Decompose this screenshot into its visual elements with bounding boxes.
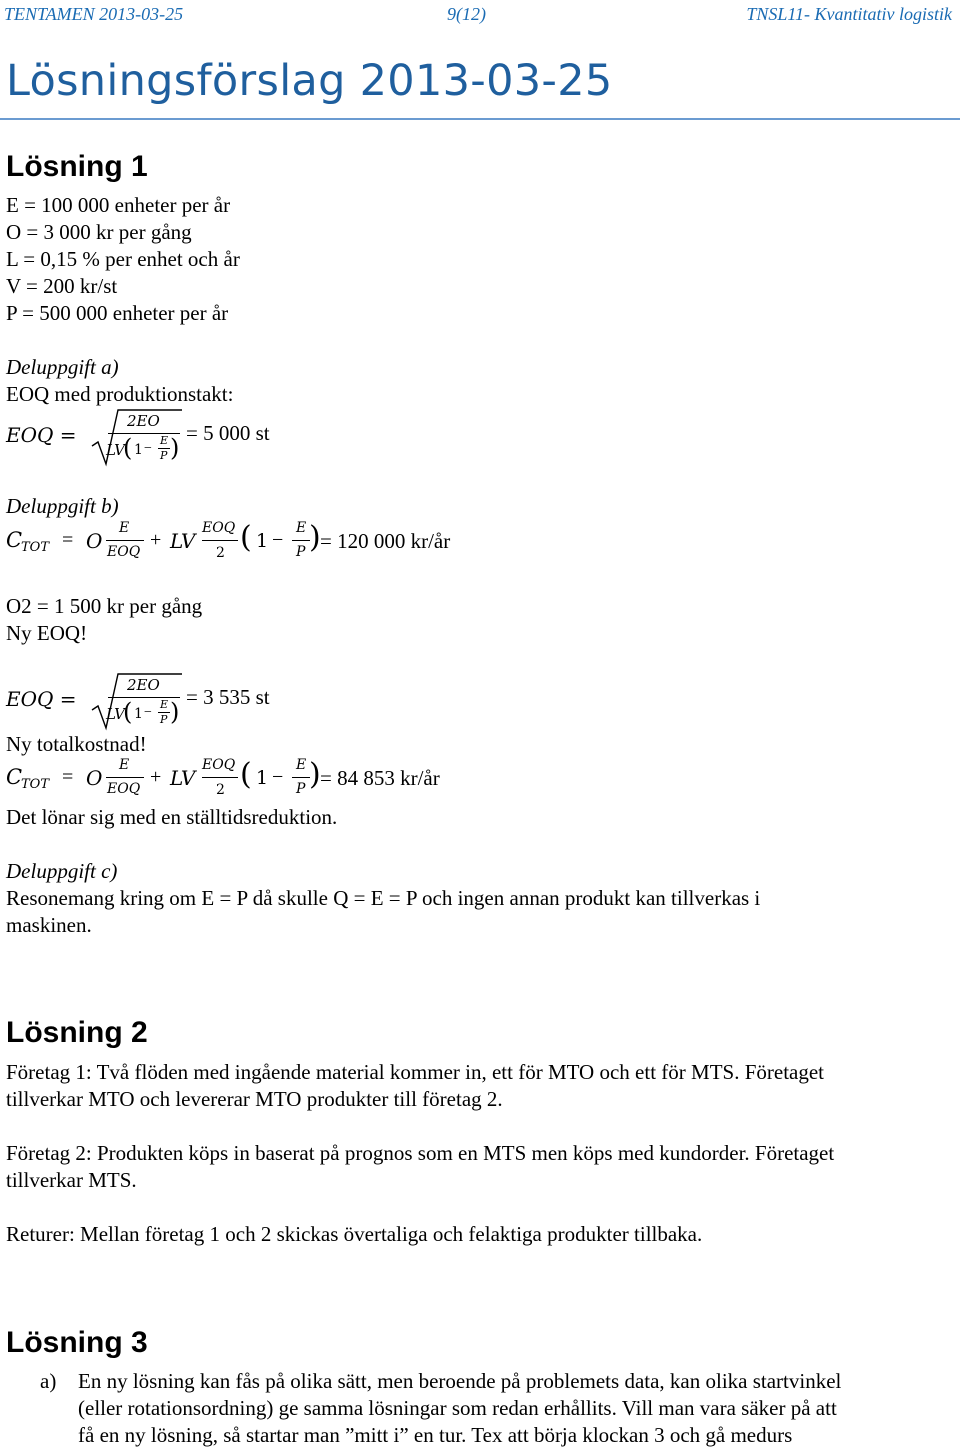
header-page-number: 9(12): [447, 4, 486, 24]
eoq-formula-2: EOQ = 2EO LV ( 1 − E P ) = 3 535 st: [6, 672, 306, 734]
given-line: E = 100 000 enheter per år: [6, 193, 231, 217]
header-left: TENTAMEN 2013-03-25: [4, 4, 184, 24]
o2-line: O2 = 1 500 kr per gång: [6, 594, 203, 618]
ny-totalkostnad-line: Ny totalkostnad!: [6, 732, 147, 756]
deluppgift-a-label: Deluppgift a): [6, 355, 119, 379]
list-item-line: En ny lösning kan fås på olika sätt, men beroende på problemets data, kan olika startvinkel: [78, 1369, 842, 1393]
list-marker: a): [40, 1369, 57, 1393]
heading-losning-1: Lösning 1: [6, 150, 148, 183]
deluppgift-c-label: Deluppgift c): [6, 859, 118, 883]
paragraph-line: Företag 1: Två flöden med ingående material kommer in, ett för MTO och ett för MTS. Företaget: [6, 1060, 825, 1084]
ctot-formula-1: C TOT = O E EOQ + LV EOQ 2 ( 1 − E P ) = 120 000 kr/år: [6, 520, 451, 561]
deluppgift-c-text: Resonemang kring om E = P då skulle Q = E = P och ingen annan produkt kan tillverkas i: [6, 886, 761, 910]
given-line: O = 3 000 kr per gång: [6, 220, 192, 244]
list-item-line: få en ny lösning, så startar man ”mitt i” en tur. Tex att börja klockan 3 och gå medurs: [78, 1423, 793, 1447]
title-rule: [0, 118, 960, 120]
paragraph-line: Returer: Mellan företag 1 och 2 skickas övertaliga och felaktiga produkter tillbaka.: [6, 1222, 703, 1246]
deluppgift-b-label: Deluppgift b): [6, 494, 119, 518]
given-line: P = 500 000 enheter per år: [6, 301, 229, 325]
ctot-formula-2: C TOT = O E EOQ + LV EOQ 2 ( 1 − E P ) = 84 853 kr/år: [6, 757, 440, 798]
deluppgift-c-text: maskinen.: [6, 913, 92, 937]
given-line: L = 0,15 % per enhet och år: [6, 247, 240, 271]
paragraph-line: Företag 2: Produkten köps in baserat på prognos som en MTS men köps med kundorder. Företaget: [6, 1141, 835, 1165]
list-item-line: (eller rotationsordning) ge samma lösningar som redan erhållits. Vill man vara säker på att: [78, 1396, 837, 1420]
page-title: Lösningsförslag 2013-03-25: [6, 56, 613, 106]
conclusion-line: Det lönar sig med en ställtidsreduktion.: [6, 805, 338, 829]
heading-losning-2: Lösning 2: [6, 1016, 148, 1049]
paragraph-line: tillverkar MTO och levererar MTO produkter till företag 2.: [6, 1087, 503, 1111]
heading-losning-3: Lösning 3: [6, 1326, 148, 1359]
ny-eoq-line: Ny EOQ!: [6, 621, 88, 645]
given-line: V = 200 kr/st: [6, 274, 118, 298]
deluppgift-a-text: EOQ med produktionstakt:: [6, 382, 234, 406]
eoq-formula-1: EOQ = 2EO LV ( 1 − E P ) = 5 000 st: [6, 408, 306, 470]
header-right: TNSL11- Kvantitativ logistik: [746, 4, 952, 24]
paragraph-line: tillverkar MTS.: [6, 1168, 137, 1192]
